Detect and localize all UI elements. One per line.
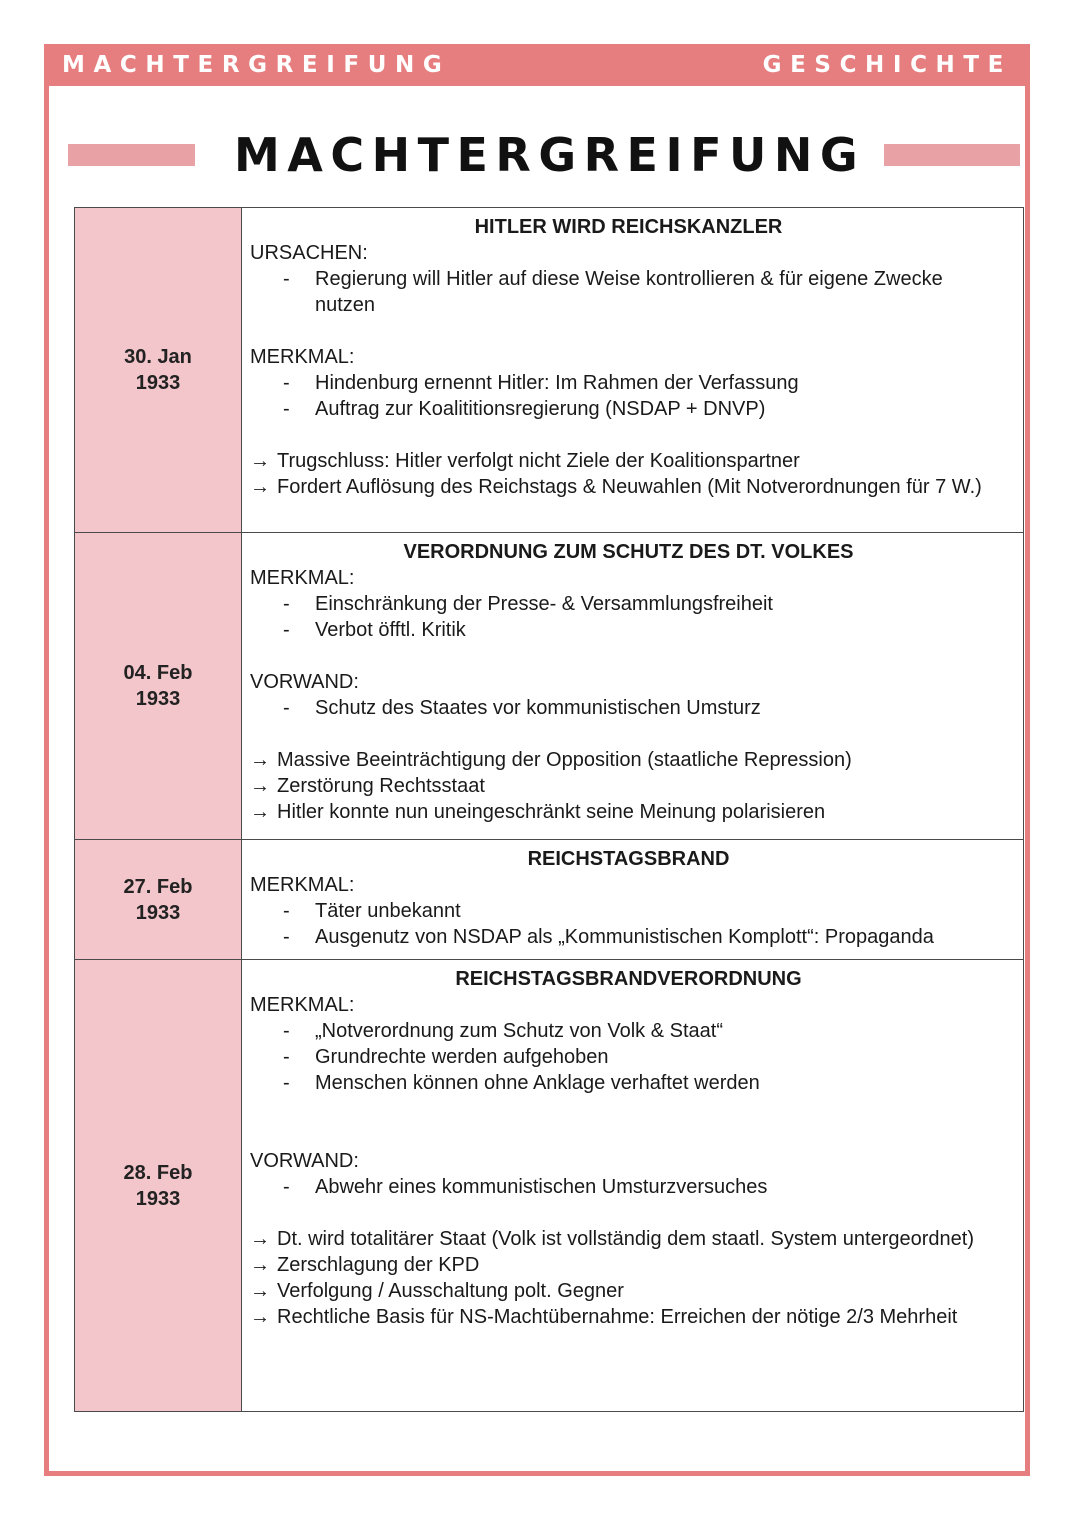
title-decoration-left [68, 144, 195, 166]
conclusion-text: Hitler konnte nun uneingeschränkt seine Meinung polarisieren [277, 801, 826, 823]
date-day: 30. Jan [124, 346, 192, 368]
bullet-list [250, 370, 1003, 422]
right-arrow-icon: → [250, 1306, 270, 1328]
date-cell [75, 533, 242, 840]
timeline-table [74, 207, 1024, 1412]
conclusion-text: Zerstörung Rechtsstaat [277, 775, 485, 797]
section-label: MERKMAL: [250, 994, 355, 1016]
date-year: 1933 [135, 1187, 181, 1210]
conclusion-text: Trugschluss: Hitler verfolgt nicht Ziele der Koalitionspartner [277, 450, 800, 472]
right-arrow-icon: → [250, 775, 270, 797]
right-arrow-icon: → [250, 1254, 270, 1276]
list-item: - Regierung will Hitler auf diese Weise kontrollieren & für eigene Zwecke nutzen [250, 266, 1003, 318]
list-item: - „Notverordnung zum Schutz von Volk & Staat“ [250, 1018, 1003, 1044]
list-item: - Schutz des Staates vor kommunistischen Umsturz [250, 695, 1003, 721]
conclusion-text: Verfolgung / Ausschaltung polt. Gegner [277, 1280, 624, 1302]
conclusion-text: Massive Beeinträchtigung der Opposition (staatliche Repression) [277, 749, 852, 771]
right-arrow-icon: → [250, 476, 270, 498]
title-row [68, 128, 1020, 184]
conclusion-item [250, 474, 1003, 500]
list-item: - Grundrechte werden aufgehoben [250, 1044, 1003, 1070]
list-item: - Menschen können ohne Anklage verhaftet werden [250, 1070, 1003, 1096]
list-item: - Ausgenutz von NSDAP als „Kommunistischen Komplott“: Propaganda [250, 924, 1003, 950]
title-decoration-right [884, 144, 1020, 166]
list-item: - Auftrag zur Koalititionsregierung (NSDAP + DNVP) [250, 396, 1003, 422]
conclusion-item [250, 1226, 1003, 1252]
event-cell [242, 208, 1024, 533]
right-arrow-icon: → [250, 749, 270, 771]
list-item: - Hindenburg ernennt Hitler: Im Rahmen der Verfassung [250, 370, 1003, 396]
conclusion-text: Rechtliche Basis für NS-Machtübernahme: Erreichen der nötige 2/3 Mehrheit [277, 1306, 958, 1328]
bullet-list [250, 695, 1003, 721]
date-cell [75, 840, 242, 960]
event-cell [242, 840, 1024, 960]
bullet-list [250, 591, 1003, 643]
right-arrow-icon: → [250, 1228, 270, 1250]
list-item: - Täter unbekannt [250, 898, 1003, 924]
conclusion-item [250, 799, 1003, 825]
header-subject: GESCHICHTE [762, 52, 1012, 78]
date-day: 27. Feb [123, 875, 193, 898]
list-item: - Verbot öfftl. Kritik [250, 617, 1003, 643]
bullet-list [250, 898, 1003, 950]
date-cell [75, 960, 242, 1412]
conclusion-item [250, 773, 1003, 799]
event-title: REICHSTAGSBRAND [527, 848, 730, 870]
date-day: 04. Feb [123, 662, 193, 684]
bullet-list [250, 1174, 1003, 1200]
event-title: REICHSTAGSBRANDVERORDNUNG [455, 968, 802, 990]
section-label: MERKMAL: [250, 346, 355, 368]
date-year: 1933 [135, 372, 181, 394]
conclusion-list [250, 448, 1003, 500]
bullet-list [250, 1018, 1003, 1096]
conclusion-item [250, 1252, 1003, 1278]
page-title: MACHTERGREIFUNG [234, 128, 866, 182]
list-item: - Einschränkung der Presse- & Versammlungsfreiheit [250, 591, 1003, 617]
conclusion-text: Fordert Auflösung des Reichstags & Neuwahlen (Mit Notverordnungen für 7 W.) [277, 476, 982, 498]
bullet-list [250, 266, 1003, 318]
date-day: 28. Feb [123, 1161, 193, 1184]
section-label: URSACHEN: [250, 242, 368, 264]
timeline-row [75, 533, 1024, 840]
timeline-row [75, 208, 1024, 533]
event-cell [242, 533, 1024, 840]
section-label: VORWAND: [250, 1150, 359, 1172]
date-cell [75, 208, 242, 533]
event-title: HITLER WIRD REICHSKANZLER [474, 216, 783, 238]
header-bar [44, 44, 1030, 86]
conclusion-text: Dt. wird totalitärer Staat (Volk ist vollständig dem staatl. System untergeordnet) [277, 1228, 974, 1250]
list-item: - Abwehr eines kommunistischen Umsturzversuches [250, 1174, 1003, 1200]
event-cell [242, 960, 1024, 1412]
conclusion-list [250, 1226, 1003, 1330]
date-year: 1933 [135, 688, 181, 710]
timeline-row [75, 840, 1024, 960]
header-topic: MACHTERGREIFUNG [62, 52, 451, 78]
section-label: VORWAND: [250, 671, 359, 693]
conclusion-text: Zerschlagung der KPD [277, 1254, 480, 1276]
timeline-row [75, 960, 1024, 1412]
conclusion-list [250, 747, 1003, 825]
right-arrow-icon: → [250, 1280, 270, 1302]
section-label: MERKMAL: [250, 874, 355, 896]
conclusion-item [250, 747, 1003, 773]
date-year: 1933 [135, 901, 181, 924]
right-arrow-icon: → [250, 450, 270, 472]
conclusion-item [250, 1304, 1003, 1330]
event-title: VERORDNUNG ZUM SCHUTZ DES DT. VOLKES [403, 541, 854, 563]
conclusion-item [250, 1278, 1003, 1304]
section-label: MERKMAL: [250, 567, 355, 589]
right-arrow-icon: → [250, 801, 270, 823]
conclusion-item [250, 448, 1003, 474]
